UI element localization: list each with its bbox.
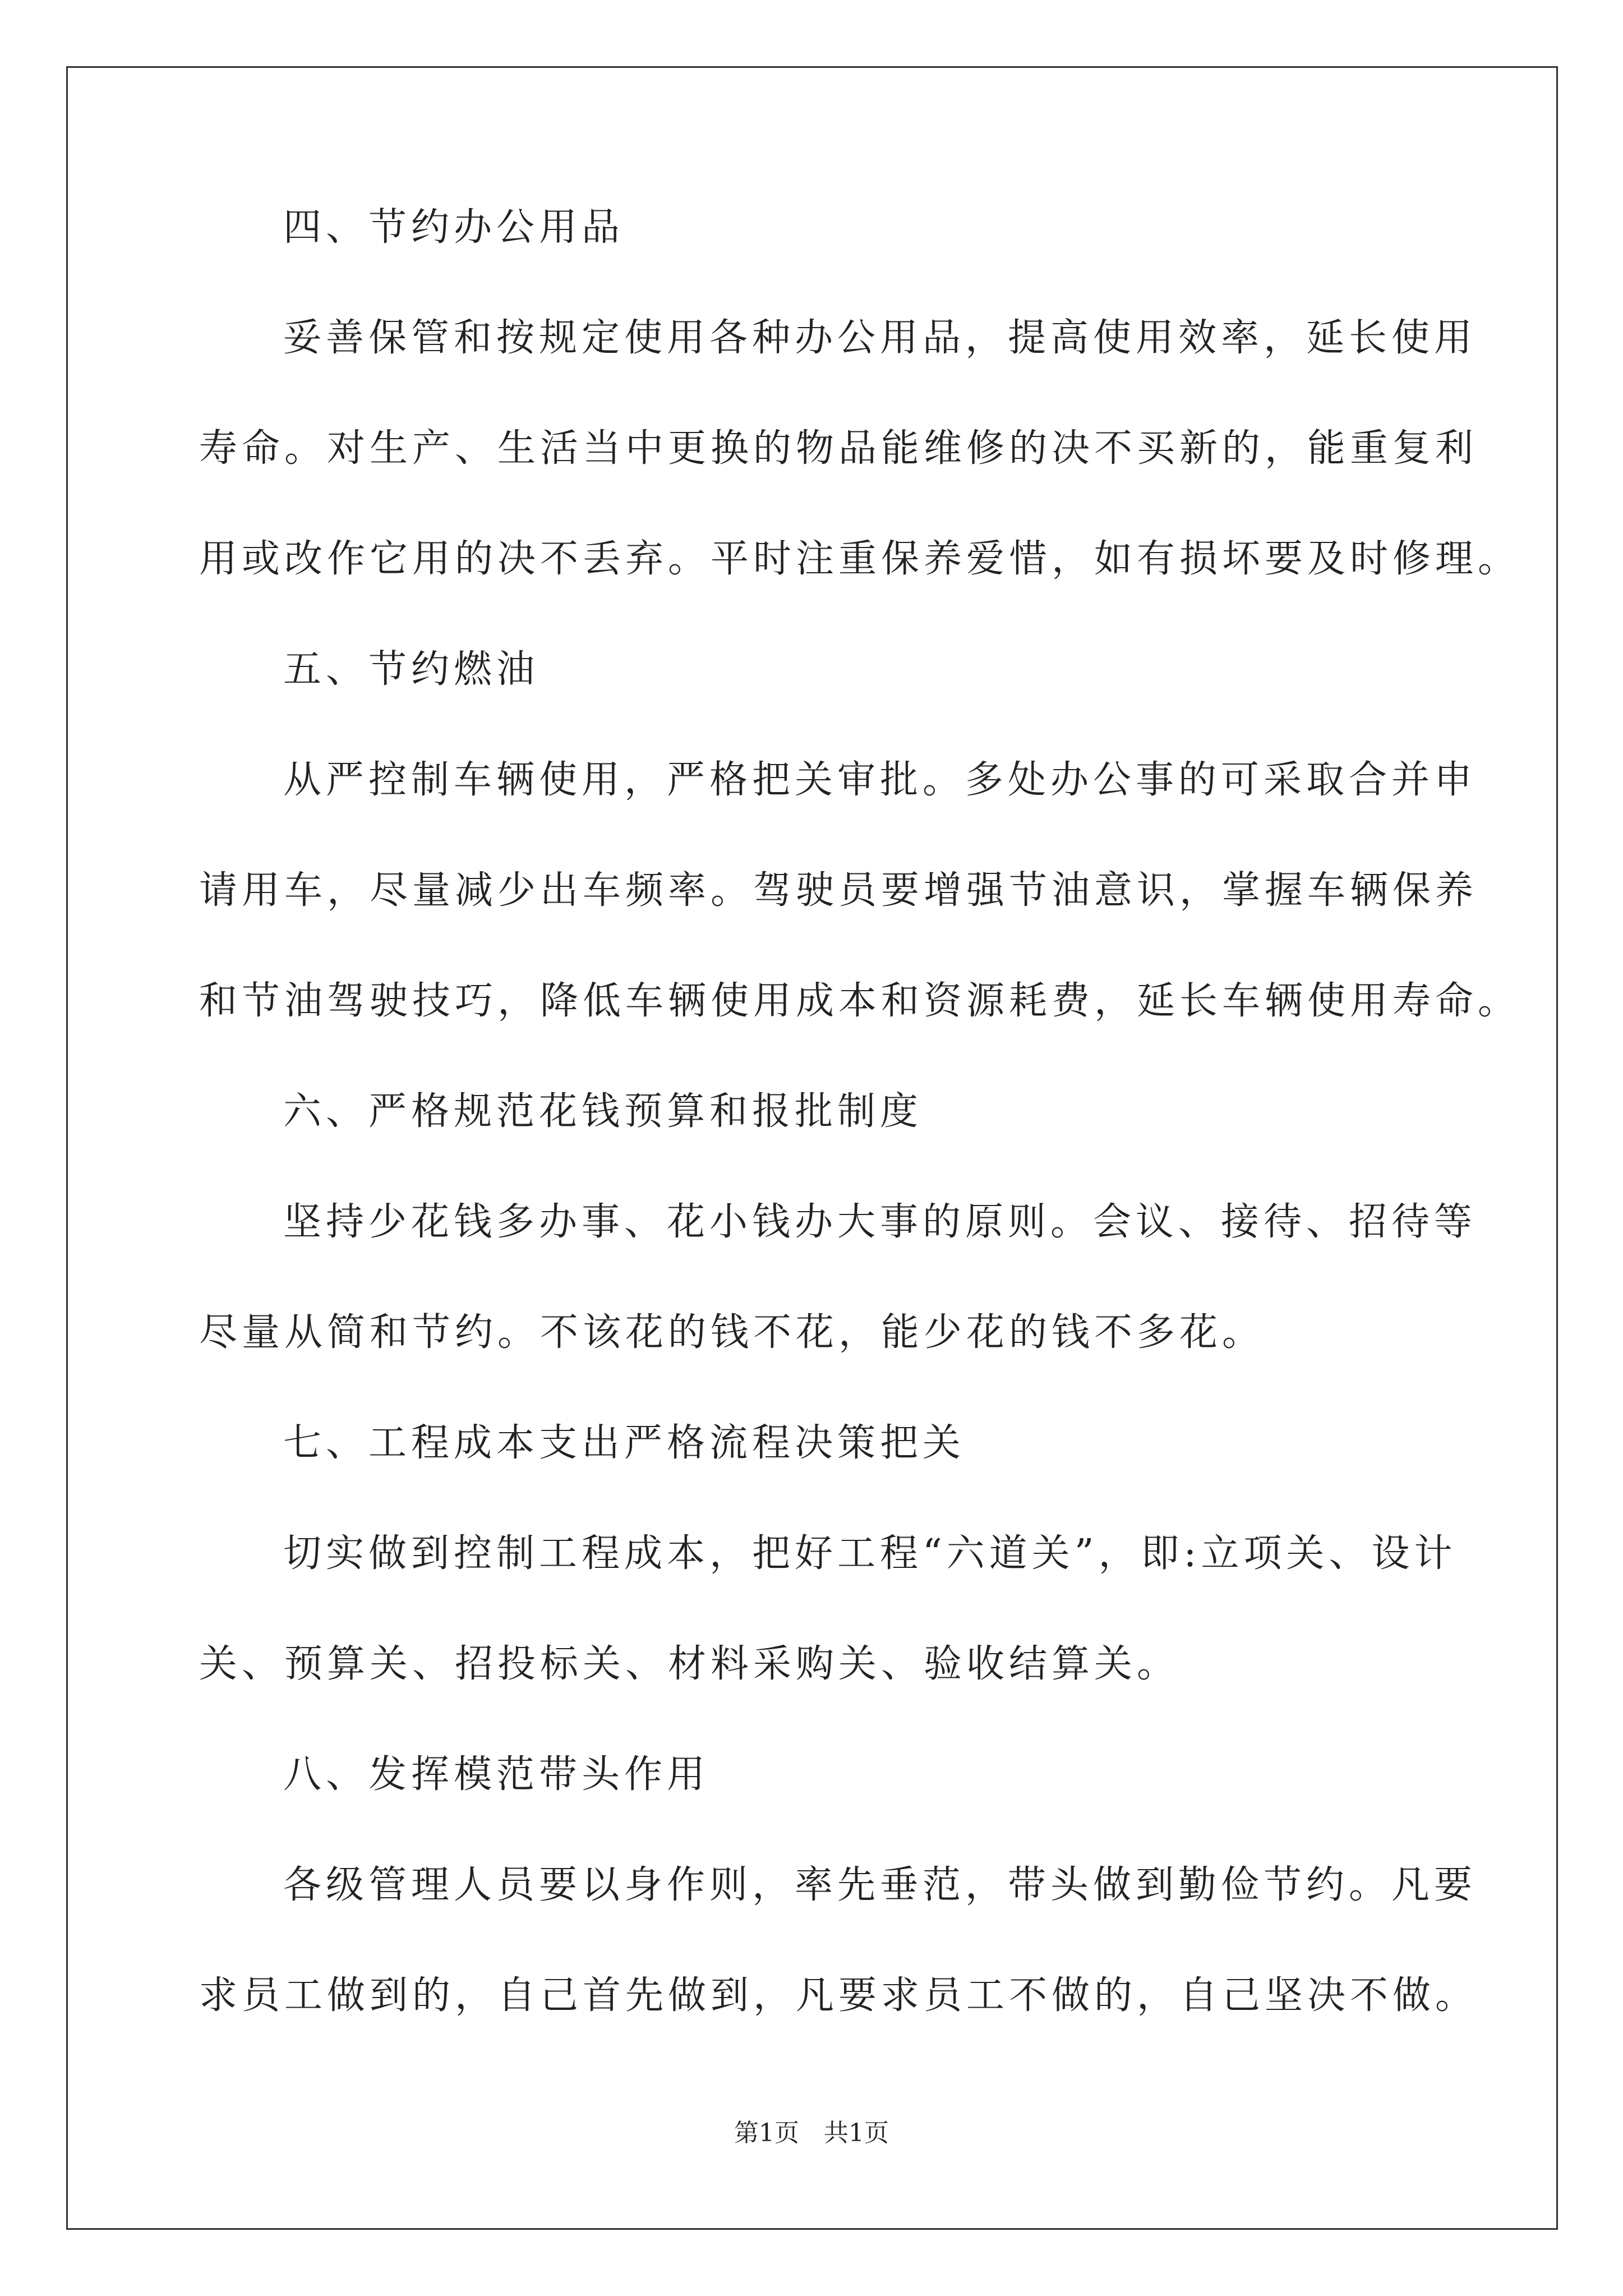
section-heading: 五、节约燃油 xyxy=(283,647,540,692)
section-heading: 四、节约办公用品 xyxy=(283,205,625,250)
paragraph-line: 坚持少花钱多办事、花小钱办大事的原则。会议、接待、招待等 xyxy=(283,1200,1477,1244)
paragraph-line: 求员工做到的，自己首先做到，凡要求员工不做的，自己坚决不做。 xyxy=(199,1973,1478,2018)
paragraph-line: 请用车，尽量减少出车频率。驾驶员要增强节油意识，掌握车辆保养 xyxy=(199,868,1478,913)
paragraph-line: 妥善保管和按规定使用各种办公用品，提高使用效率，延长使用 xyxy=(283,316,1477,360)
section-heading: 六、严格规范花钱预算和报批制度 xyxy=(283,1089,923,1134)
document-body xyxy=(199,202,1521,2022)
section-heading: 七、工程成本支出严格流程决策把关 xyxy=(283,1421,966,1465)
paragraph-line: 关、预算关、招投标关、材料采购关、验收结算关。 xyxy=(199,1642,1180,1686)
paragraph-line: 切实做到控制工程成本，把好工程“六道关”，即:立项关、设计 xyxy=(283,1531,1457,1576)
paragraph-line: 用或改作它用的决不丢弃。平时注重保养爱惜，如有损坏要及时修理。 xyxy=(199,537,1521,581)
paragraph-line: 寿命。对生产、生活当中更换的物品能维修的决不买新的，能重复利 xyxy=(199,426,1478,471)
paragraph-line: 各级管理人员要以身作则，率先垂范，带头做到勤俭节约。凡要 xyxy=(283,1863,1477,1907)
paragraph-line: 尽量从简和节约。不该花的钱不花，能少花的钱不多花。 xyxy=(199,1310,1265,1355)
section-heading: 八、发挥模范带头作用 xyxy=(283,1752,710,1797)
paragraph-line: 从严控制车辆使用，严格把关审批。多处办公事的可采取合并申 xyxy=(283,758,1477,802)
paragraph-line: 和节油驾驶技巧，降低车辆使用成本和资源耗费，延长车辆使用寿命。 xyxy=(199,979,1521,1023)
page-number-footer: 第1页 共1页 xyxy=(734,2119,889,2147)
